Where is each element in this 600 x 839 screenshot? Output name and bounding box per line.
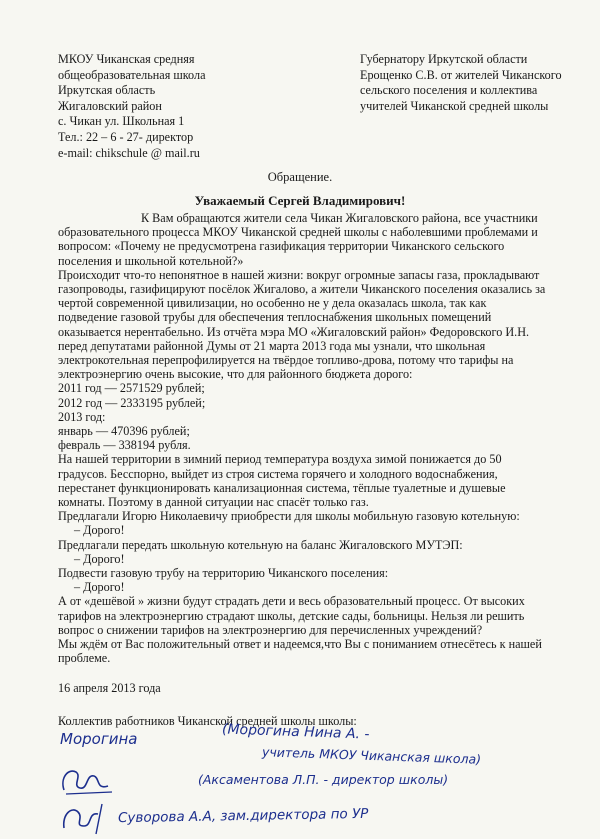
signature-1-detail-b: учитель МКОУ Чиканская школа) — [261, 744, 482, 767]
document-title: Обращение. — [267, 170, 333, 184]
body-line: градусов. Бесспорно, выйдет из строя система горячего и холодного водоснабжения, — [58, 466, 498, 481]
sender-address-block — [58, 52, 308, 161]
sender-line: МКОУ Чиканская средняя — [58, 52, 195, 66]
body-line: – Дорого! — [74, 551, 125, 566]
body-line: На нашей территории в зимний период температура воздуха зимой понижается до 50 — [58, 452, 502, 467]
body-line: вопросом: «Почему не предусмотрена газификация территории Чиканского сельского — [58, 239, 505, 254]
signature-2-scribble — [58, 760, 118, 802]
sender-line: Жигаловский район — [58, 98, 162, 113]
body-line: газопроводы, газифицируют посёлок Жигалово, а жители Чиканского поселения оказались за — [58, 282, 546, 297]
sender-line: e-mail: chikschule @ mail.ru — [58, 145, 200, 160]
letter-date: 16 апреля 2013 года — [58, 681, 161, 695]
recipient-line: учителей Чиканской средней школы — [360, 98, 549, 113]
signature-1-detail-a: (Морогина Нина А. - — [221, 721, 370, 743]
body-line: электрокотельная перепрофилируется на твёрдое топливо-дрова, потому что тарифы на — [58, 353, 514, 368]
body-line: комнаты. Поэтому в данной ситуации нас спасёт только газ. — [58, 495, 369, 510]
body-line: подведение газовой трубы для обеспечения теплоснабжения школьных помещений — [58, 310, 492, 325]
sender-line: с. Чикан ул. Школьная 1 — [58, 114, 185, 129]
body-line: А от «дешёвой » жизни будут страдать дети и весь образовательный процесс. От высоких — [58, 594, 525, 609]
body-line: 2013 год: — [58, 409, 106, 424]
signature-3-detail: Суворова А.А, зам.директора по УР — [117, 805, 369, 827]
sender-line: Иркутская область — [58, 83, 156, 98]
body-line: поселения и школьной котельной?» — [58, 253, 244, 268]
body-line: тарифов на электроэнергию страдают школы, детские сады, больницы. Нельзя ли решить — [58, 608, 525, 623]
body-line: февраль — 338194 рубля. — [58, 438, 191, 453]
body-line: чертой современной цивилизации, но особенно не у дела оказалась школа, так как — [58, 296, 487, 311]
collective-caption: Коллектив работников Чиканской средней школы школы: — [58, 714, 357, 728]
body-line: перед депутатами районной Думы от 21 марта 2013 года мы узнали, что школьная — [58, 338, 486, 353]
body-line: 2011 год — 2571529 рублей; — [58, 381, 205, 396]
body-line: – Дорого! — [74, 580, 125, 595]
body-line: К Вам обращаются жители села Чикан Жигаловского района, все участники — [141, 211, 538, 225]
body-line: проблеме. — [58, 651, 111, 666]
letter-body — [58, 211, 588, 666]
recipient-line: сельского поселения и коллектива — [360, 83, 538, 98]
signature-2-detail: (Аксаментова Л.П. - директор школы) — [198, 772, 449, 787]
salutation: Уважаемый Сергей Владимирович! — [194, 193, 406, 208]
body-line: образовательного процесса МКОУ Чиканской средней школы с наболевшими проблемами и — [58, 225, 538, 240]
body-line: электроэнергию очень высокие, что для районного бюджета дорого: — [58, 367, 413, 382]
recipient-line: Ерощенко С.В. от жителей Чиканского — [360, 67, 562, 82]
body-line: 2012 год — 2333195 рублей; — [58, 395, 206, 410]
body-line: январь — 470396 рублей; — [58, 424, 190, 439]
body-line: Мы ждём от Вас положительный ответ и надеемся,что Вы с пониманием отнесётесь к нашей — [58, 637, 542, 652]
body-line: Происходит что-то непонятное в нашей жизни: вокруг огромные запасы газа, прокладывают — [58, 267, 540, 282]
body-line: перестанет функционировать канализационная система, тёплые туалетные и душевые — [58, 480, 506, 495]
recipient-line: Губернатору Иркутской области — [360, 52, 528, 66]
body-line: – Дорого! — [74, 523, 125, 538]
signature-1-name: Морогина — [60, 730, 138, 748]
body-line: вопрос о снижении тарифов на электроэнергию для перечисленных учреждений? — [58, 622, 483, 637]
sender-line: Тел.: 22 – 6 - 27- директор — [58, 129, 194, 144]
body-line: Подвести газовую трубу на территорию Чиканского поселения: — [58, 566, 389, 581]
body-line: Предлагали Игорю Николаевичу приобрести для школы мобильную газовую котельную: — [58, 509, 520, 524]
body-line: Предлагали передать школьную котельную на баланс Жигаловского МУТЭП: — [58, 537, 463, 552]
recipient-address-block — [360, 52, 595, 114]
sender-line: общеобразовательная школа — [58, 67, 206, 82]
signature-3-scribble — [58, 800, 108, 836]
body-line: оказывается нерентабельно. Из отчёта мэра МО «Жигаловский район» Федоровского И.Н. — [58, 324, 530, 339]
